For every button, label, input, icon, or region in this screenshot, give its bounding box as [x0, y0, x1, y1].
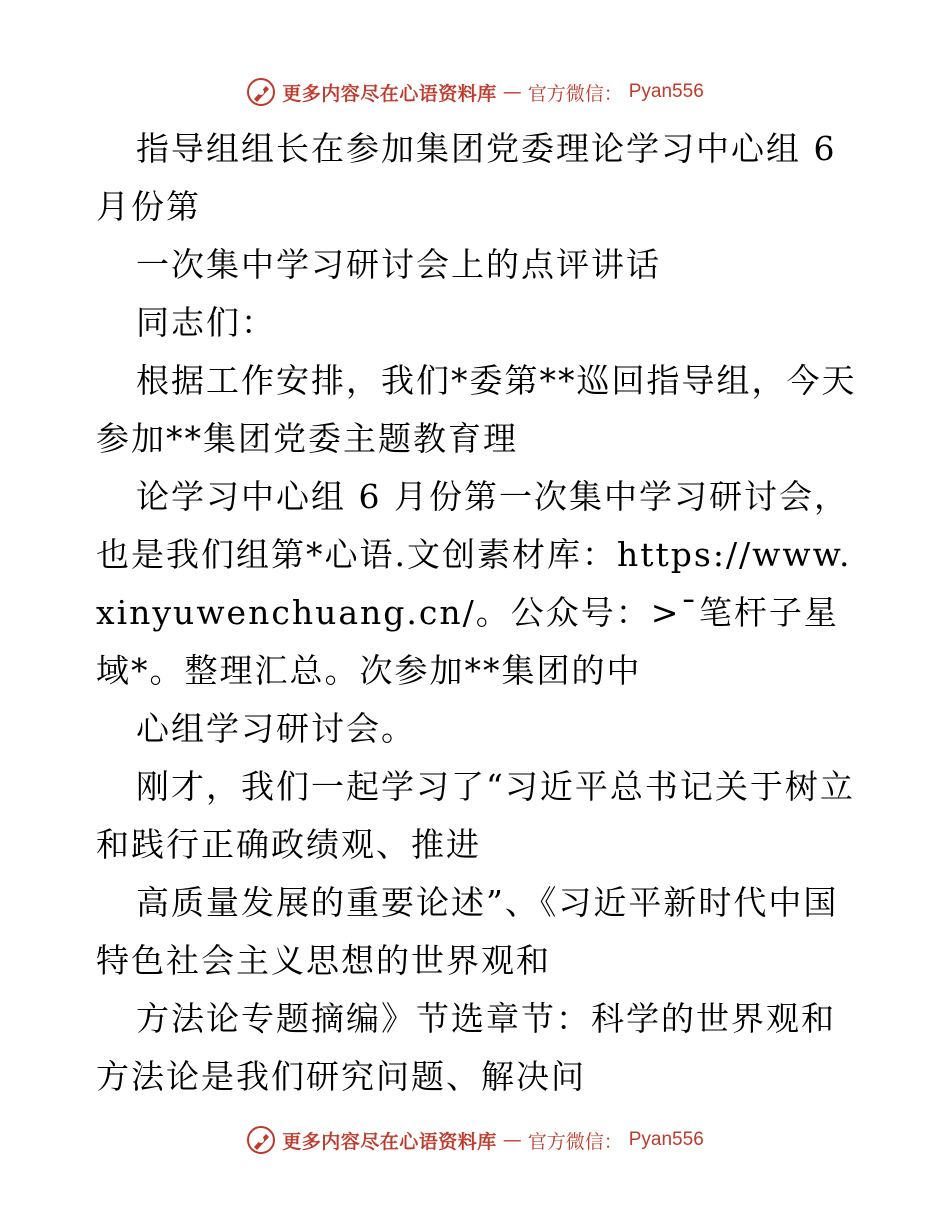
doc-line: 论学习中心组 6 月份第一次集中学习研讨会，也是我们组第*心语.文创素材库：https://www.xinyuwenchuang.cn/。公众号：>¯笔杆子星域*。整理汇总。次参加**集团的中 [96, 477, 852, 690]
doc-line: 刚才，我们一起学习了“习近平总书记关于树立和践行正确政绩观、推进 [96, 767, 855, 864]
header-banner [0, 72, 950, 112]
banner-official-label: 官方微信： [527, 1130, 623, 1153]
banner-official-label: 官方微信： [527, 82, 623, 105]
banner-brand: 更多内容尽在心语资料库 [282, 1130, 497, 1153]
banner-handle: Pyan556 [628, 81, 704, 102]
doc-line: 高质量发展的重要论述”、《习近平新时代中国特色社会主义思想的世界观和 [96, 883, 839, 980]
banner-brand: 更多内容尽在心语资料库 [282, 82, 497, 105]
doc-line: 一次集中学习研讨会上的点评讲话 [136, 245, 661, 284]
document-body [96, 120, 866, 1106]
banner-handle: Pyan556 [628, 1129, 704, 1150]
doc-line: 指导组组长在参加集团党委理论学习中心组 6 月份第 [96, 129, 837, 226]
banner-separator: — [502, 81, 522, 103]
banner-separator: — [502, 1129, 522, 1151]
doc-line: 根据工作安排，我们*委第**巡回指导组，今天参加**集团党委主题教育理 [96, 361, 857, 458]
doc-line: 方法论专题摘编》节选章节：科学的世界观和方法论是我们研究问题、解决问 [96, 999, 836, 1096]
pen-logo-icon [246, 77, 276, 107]
doc-line: 心组学习研讨会。 [136, 709, 416, 748]
doc-line: 同志们： [136, 303, 276, 342]
pen-logo-icon [246, 1125, 276, 1155]
footer-banner [0, 1120, 950, 1160]
